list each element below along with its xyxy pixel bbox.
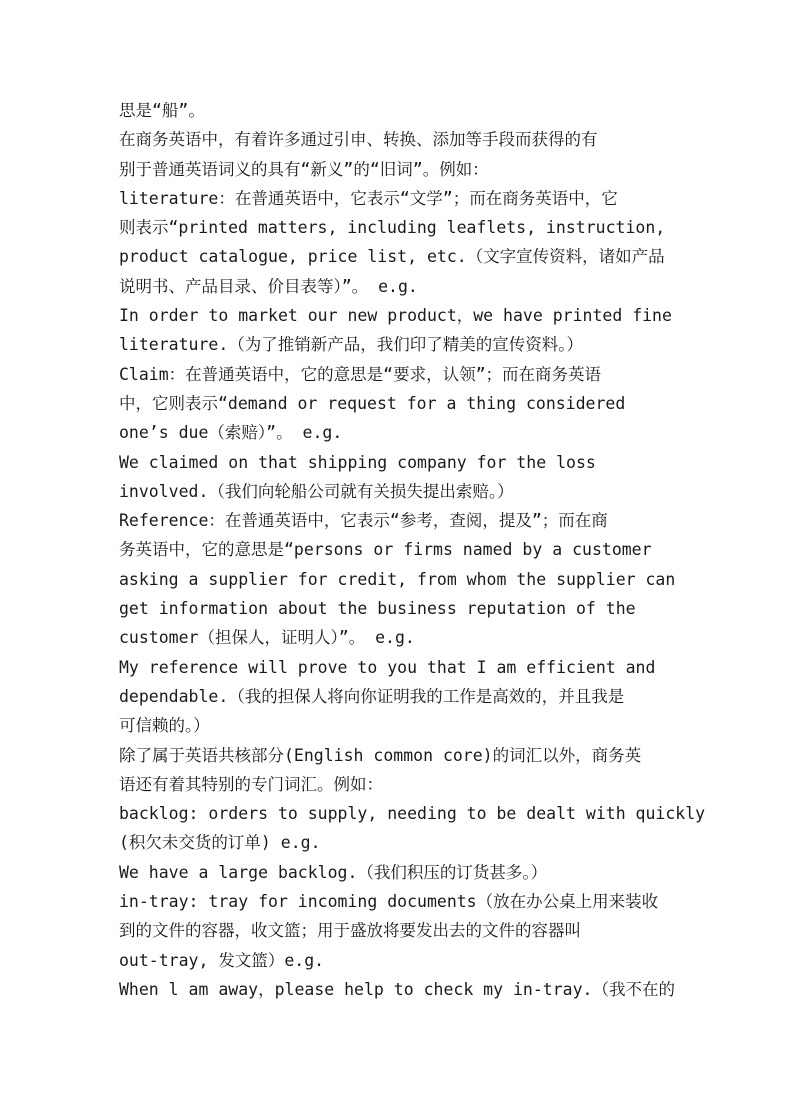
text-line: Reference：在普通英语中，它表示“参考，查阅，提及”；而在商 [119, 511, 608, 531]
text-line: 别于普通英语词义的具有“新义”的“旧词”。例如： [119, 159, 489, 179]
text-line: We claimed on that shipping company for the loss [119, 452, 596, 472]
text-line: backlog: orders to supply, needing to be dealt with quickly [119, 804, 706, 824]
text-line: (积欠未交货的订单) e.g. [119, 833, 321, 853]
text-line: 则表示“printed matters, including leaflets, instruction, [119, 218, 666, 238]
text-line: 到的文件的容器，收文篮；用于盛放将要发出去的文件的容器叫 [119, 921, 581, 941]
text-line: 除了属于英语共核部分(English common core)的词汇以外，商务英 [119, 745, 642, 765]
text-line: literature：在普通英语中，它表示“文学”；而在商务英语中，它 [119, 188, 618, 208]
text-line: My reference will prove to you that I am efficient and [119, 657, 656, 677]
text-line: literature.（为了推销新产品，我们印了精美的宣传资料。） [119, 335, 584, 355]
text-line: 语还有着其特别的专门词汇。例如： [119, 774, 383, 794]
text-line: 思是“船”。 [119, 101, 205, 120]
text-line: one’s due（索赔）”。 e.g. [119, 423, 343, 443]
text-line: involved.（我们向轮船公司就有关损失提出索赔。） [119, 481, 514, 501]
text-line: out-tray, 发文篮）e.g. [119, 950, 325, 970]
text-line: 中，它则表示“demand or request for a thing considered [119, 393, 626, 413]
text-line: We have a large backlog.（我们积压的订货甚多。） [119, 862, 548, 882]
text-line: dependable.（我的担保人将向你证明我的工作是高效的，并且我是 [119, 686, 625, 706]
text-line: 说明书、产品目录、价目表等）”。 e.g. [119, 276, 418, 296]
text-line: 在商务英语中，有着许多通过引申、转换、添加等手段而获得的有 [119, 130, 598, 150]
text-line: In order to market our new product，we have printed fine [119, 306, 672, 326]
text-line: product catalogue, price list, etc.（文字宣传资料，诸如产品 [119, 247, 665, 267]
text-line: 可信赖的。） [119, 716, 210, 736]
text-line: Claim：在普通英语中，它的意思是“要求，认领”；而在商务英语 [119, 364, 602, 384]
text-line: customer（担保人，证明人）”。 e.g. [119, 628, 415, 648]
text-line: in-tray: tray for incoming documents（放在办公桌上用来装收 [119, 892, 659, 912]
document-body [119, 96, 706, 1004]
text-line: asking a supplier for credit, from whom the supplier can [119, 569, 676, 589]
text-line: get information about the business reputation of the [119, 599, 636, 619]
text-line: When l am away，please help to check my in-tray.（我不在的 [119, 979, 675, 999]
text-line: 务英语中，它的意思是“persons or firms named by a customer [119, 540, 652, 560]
